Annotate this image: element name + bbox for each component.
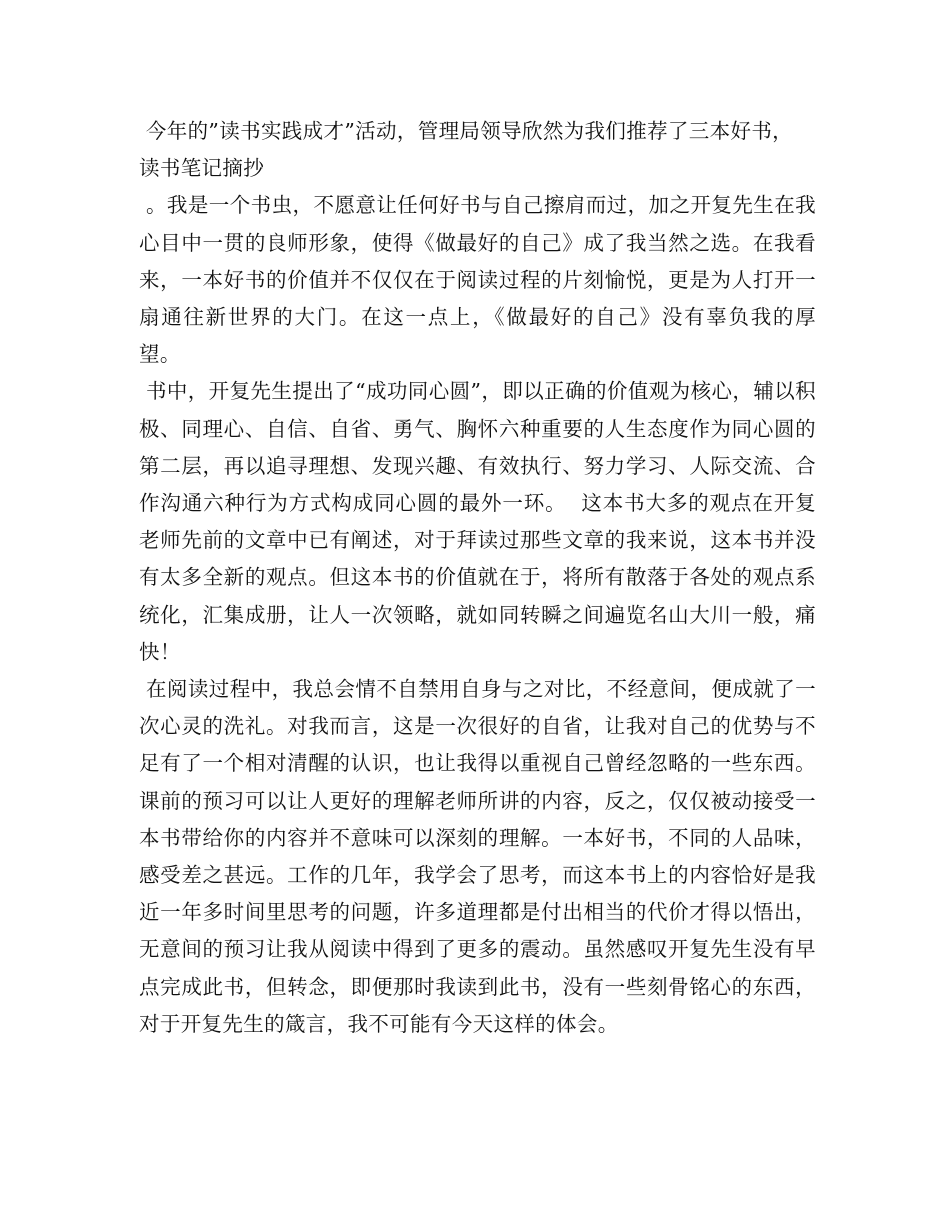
section-heading: 读书笔记摘抄 [139, 156, 265, 181]
body-paragraph: 。我是一个书虫，不愿意让任何好书与自己擦肩而过，加之开复先生在我心目中一贯的良师形象，使得《做最好的自己》成了我当然之选。在我看来，一本好书的价值并不仅仅在于阅读过程的片刻愉悦，更是为人打开一扇通往新世界的大门。在这一点上，《做最好的自己》没有辜负我的厚望。 [139, 193, 816, 367]
document-body [139, 113, 816, 1043]
intro-paragraph: 今年的”读书实践成才”活动，管理局领导欣然为我们推荐了三本好书， [139, 119, 794, 143]
body-paragraph: 在阅读过程中，我总会情不自禁用自身与之对比，不经意间，便成就了一次心灵的洗礼。对我而言，这是一次很好的自省，让我对自己的优势与不足有了一个相对清醒的认识，也让我得以重视自己曾经忽略的一些东西。课前的预习可以让人更好的理解老师所讲的内容，反之，仅仅被动接受一本书带给你的内容并不意味可以深刻的理解。一本好书，不同的人品味，感受差之甚远。工作的几年，我学会了思考，而这本书上的内容恰好是我近一年多时间里思考的问题，许多道理都是付出相当的代价才得以悟出，无意间的预习让我从阅读中得到了更多的震动。虽然感叹开复先生没有早点完成此书，但转念，即便那时我读到此书，没有一些刻骨铭心的东西，对于开复先生的箴言，我不可能有今天这样的体会。 [139, 677, 816, 1036]
body-paragraph: 书中，开复先生提出了“成功同心圆”，即以正确的价值观为核心，辅以积极、同理心、自信、自省、勇气、胸怀六种重要的人生态度作为同心圆的第二层，再以追寻理想、发现兴趣、有效执行、努力学习、人际交流、合作沟通六种行为方式构成同心圆的最外一环。 这本书大多的观点在开复老师先前的文章中已有阐述，对于拜读过那些文章的我来说，这本书并没有太多全新的观点。但这本书的价值就在于，将所有散落于各处的观点系统化，汇集成册，让人一次领略，就如同转瞬之间遍览名山大川一般，痛快！ [139, 379, 816, 664]
